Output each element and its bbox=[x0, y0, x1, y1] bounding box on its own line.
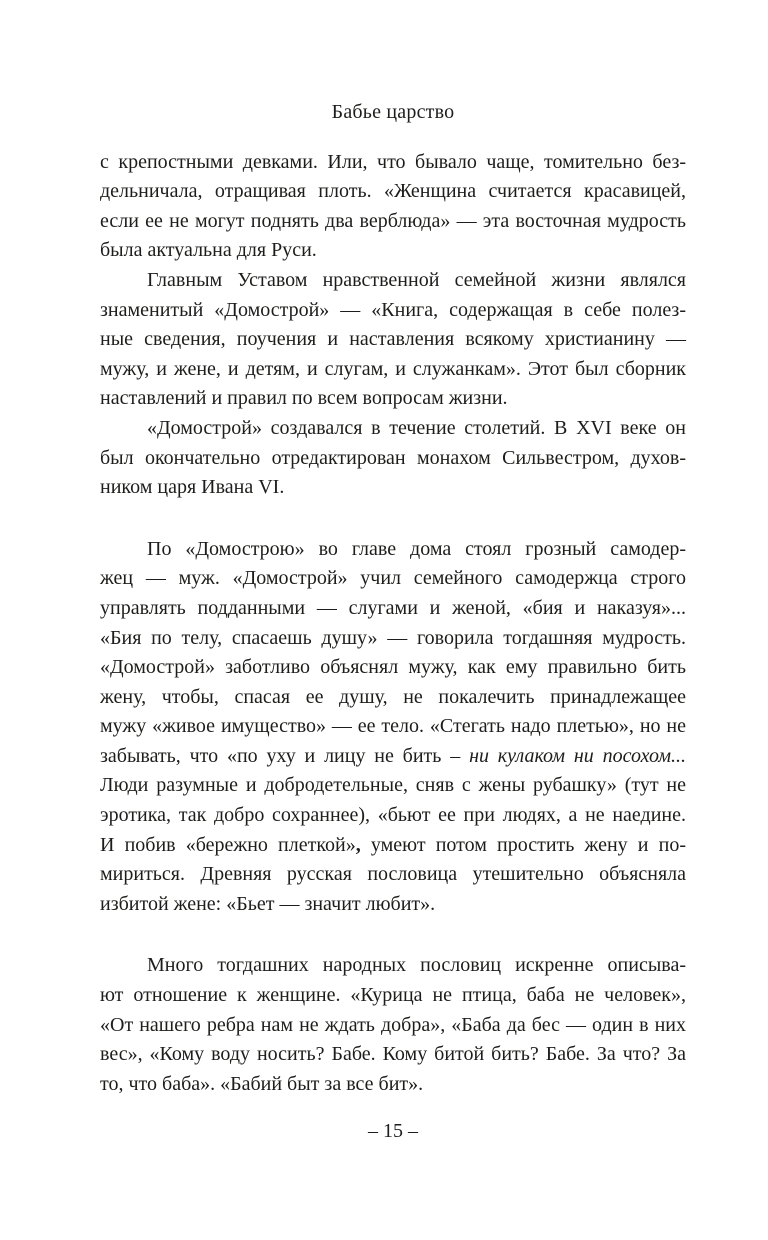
text-line bbox=[100, 384, 686, 414]
text-line bbox=[100, 1070, 686, 1100]
text-segment: знаменитый «Домострой» — «Книга, содержащая в себе полез- bbox=[100, 298, 686, 321]
text-segment: забывать, что «по уху и лицу не бить – bbox=[100, 744, 470, 767]
text-line bbox=[100, 860, 686, 890]
text-segment: жену, чтобы, спасая ее душу, не покалечить принадлежащее bbox=[100, 685, 686, 708]
text-line bbox=[100, 564, 686, 594]
text-segment: избитой жене: «Бьет — значит любит». bbox=[100, 892, 436, 915]
text-line bbox=[100, 207, 686, 237]
text-line bbox=[100, 355, 686, 385]
text-segment: Много тогдашних народных пословиц искренне описыва- bbox=[147, 954, 686, 977]
text-segment: был окончательно отредактирован монахом Сильвестром, духов- bbox=[100, 446, 686, 469]
text-line bbox=[100, 801, 686, 831]
text-segment: умеют потом простить жену и по- bbox=[360, 833, 686, 856]
text-line bbox=[100, 296, 686, 326]
text-segment: ют отношение к женщине. «Курица не птица, баба не человек», bbox=[100, 984, 686, 1007]
text-line bbox=[100, 653, 686, 683]
text-segment: была актуальна для Руси. bbox=[100, 239, 317, 262]
text-line bbox=[100, 177, 686, 207]
paragraph bbox=[100, 951, 686, 1099]
text-segment: то, что баба». «Бабий быт за все бит». bbox=[100, 1072, 424, 1095]
text-segment: «Домострой» создавался в течение столетий. В XVI веке он bbox=[147, 416, 686, 439]
text-segment: «Бия по телу, спасаешь душу» — говорила тогдашняя мудрость. bbox=[100, 626, 686, 649]
page-number: – 15 – bbox=[368, 1120, 418, 1143]
paragraph bbox=[100, 535, 686, 920]
paragraph bbox=[100, 414, 686, 503]
text-line bbox=[100, 236, 686, 266]
text-segment: , bbox=[355, 833, 361, 856]
text-line bbox=[100, 414, 686, 444]
text-segment: с крепостными девками. Или, что бывало чаще, томительно без- bbox=[100, 150, 686, 173]
text-segment: Главным Уставом нравственной семейной жизни являлся bbox=[147, 268, 686, 291]
text-segment: управлять подданными — слугами и женой, «бия и наказуя»... bbox=[100, 596, 686, 619]
text-line bbox=[100, 683, 686, 713]
text-segment: ником царя Ивана VI. bbox=[100, 476, 285, 499]
text-segment: если ее не могут поднять два верблюда» — эта восточная мудрость bbox=[100, 209, 686, 232]
text-line bbox=[100, 148, 686, 178]
text-line bbox=[100, 473, 686, 503]
text-segment: жец — муж. «Домострой» учил семейного самодержца строго bbox=[100, 567, 686, 590]
text-line bbox=[100, 624, 686, 654]
text-line bbox=[100, 325, 686, 355]
text-line bbox=[100, 1040, 686, 1070]
text-segment: И побив «бережно плеткой» bbox=[100, 833, 356, 856]
text-line bbox=[100, 890, 686, 920]
text-line bbox=[100, 951, 686, 981]
text-line bbox=[100, 594, 686, 624]
text-line bbox=[100, 981, 686, 1011]
text-segment: мужу «живое имущество» — ее тело. «Стегать надо плетью», но не bbox=[100, 715, 686, 738]
text-block bbox=[100, 148, 686, 1100]
text-line bbox=[100, 712, 686, 742]
text-segment: ни кулаком ни посохом... bbox=[469, 744, 686, 767]
text-segment: Люди разумные и добродетельные, сняв с жены рубашку» (тут не bbox=[100, 774, 686, 797]
text-segment: мужу, и жене, и детям, и слугам, и служанкам». Этот был сборник bbox=[100, 357, 686, 380]
text-line bbox=[100, 1011, 686, 1041]
text-line bbox=[100, 266, 686, 296]
text-segment: мириться. Древняя русская пословица утешительно объясняла bbox=[100, 863, 686, 886]
text-segment: ные сведения, поучения и наставления всякому христианину — bbox=[100, 328, 686, 351]
text-line bbox=[100, 831, 686, 861]
text-line bbox=[100, 742, 686, 772]
paragraph bbox=[100, 266, 686, 414]
running-header: Бабье царство bbox=[331, 101, 455, 123]
paragraph bbox=[100, 148, 686, 266]
text-line bbox=[100, 535, 686, 565]
text-segment: «От нашего ребра нам не ждать добра», «Баба да бес — один в них bbox=[100, 1013, 686, 1036]
text-segment: «Домострой» заботливо объяснял мужу, как ему правильно бить bbox=[100, 656, 686, 679]
text-line bbox=[100, 771, 686, 801]
text-segment: дельничала, отращивая плоть. «Женщина считается красавицей, bbox=[100, 180, 686, 203]
text-segment: наставлений и правил по всем вопросам жизни. bbox=[100, 387, 508, 410]
text-segment: вес», «Кому воду носить? Бабе. Кому битой бить? Бабе. За что? За bbox=[100, 1043, 686, 1066]
text-segment: По «Домострою» во главе дома стоял грозный самодер- bbox=[147, 537, 686, 560]
text-line bbox=[100, 444, 686, 474]
text-segment: эротика, так добро сохраннее), «бьют ее при людях, а не наедине. bbox=[100, 804, 686, 827]
text-column bbox=[100, 0, 686, 1147]
